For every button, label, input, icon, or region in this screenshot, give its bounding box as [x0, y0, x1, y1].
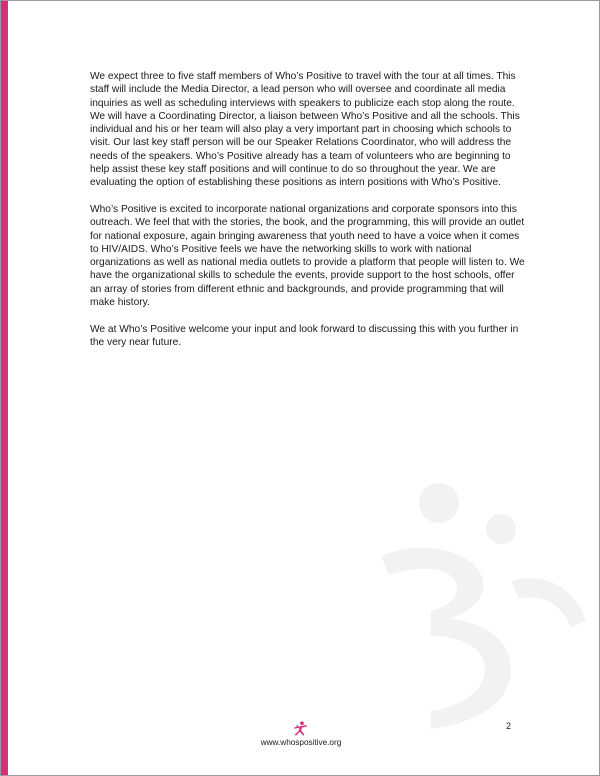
body-paragraph-2: Who’s Positive is excited to incorporate national organizations and corporate sponsors into this outreach. We feel that with the stories, the book, and the programming, this will provide an outlet for national exposure, again bringing awareness that youth need to have a voice when it comes to HIV/AIDS. Who’s Positive feels we have the networking skills to work with national organizations as well as national media outlets to provide a platform that people will listen to. We have the organizational skills to schedule the events, provide support to the host schools, offer an array of stories from different ethnic and backgrounds, and provide programming that will make history. — [90, 203, 525, 309]
page-footer — [1, 721, 600, 747]
watermark-figure-icon — [361, 471, 600, 731]
body-paragraph-1: We expect three to five staff members of Who’s Positive to travel with the tour at all times. This staff will include the Media Director, a lead person who will oversee and coordinate all media inquiries as well as scheduling interviews with speakers to publicize each stop along the route. We will have a Coordinating Director, a liaison between Who’s Positive and all the schools. This individual and his or her team will also play a very important part in choosing which schools to visit. Our last key staff person will be our Speaker Relations Coordinator, who will address the needs of the speakers. Who’s Positive already has a team of volunteers who are beginning to help assist these key staff positions and will continue to do so throughout the year. We are evaluating the option of establishing these positions as intern positions with Who’s Positive. — [90, 71, 520, 189]
body-paragraph-3: We at Who’s Positive welcome your input and look forward to discussing this with you further in the very near future. — [90, 323, 519, 348]
page-accent-bar — [1, 1, 8, 776]
whospositive-figure-icon — [292, 721, 310, 737]
document-body — [90, 70, 526, 363]
page-number: 2 — [506, 721, 512, 731]
website-url[interactable]: www.whospositive.org — [260, 738, 342, 747]
